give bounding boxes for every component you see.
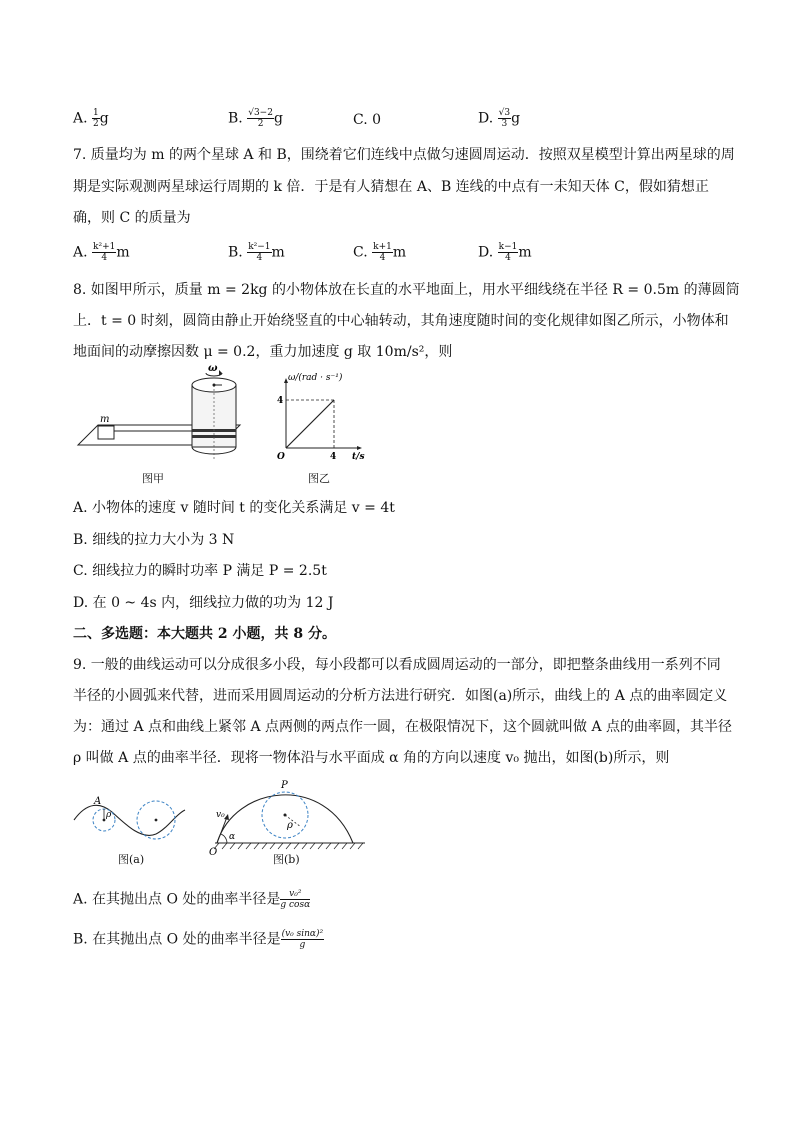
center-dot-2 [155, 819, 158, 822]
q9-line-3: 为：通过 A 点和曲线上紧邻 A 点两侧的两点作一圆，在极限情况下，这个圆就叫做 A 点的曲率圆，其半径 [73, 719, 733, 735]
y-tick-label: 4 [277, 396, 284, 406]
q6-option-b [228, 108, 283, 129]
section-2-title: 二、多选题：本大题共 2 小题，共 8 分。 [73, 626, 336, 642]
curve [74, 805, 185, 835]
x-tick-label: 4 [330, 452, 337, 462]
unit: m [271, 244, 285, 261]
q6-option-d [478, 108, 520, 129]
q8-option-d: D. 在 0 ~ 4s 内，细线拉力做的功为 12 J [73, 595, 334, 611]
figure-a [72, 790, 187, 850]
option-label: B. [228, 244, 243, 261]
velocity-arrow [217, 817, 227, 843]
denominator: g [299, 940, 306, 950]
fraction [92, 108, 100, 129]
q7-option-d [478, 242, 532, 263]
denominator: g cosα [280, 900, 311, 910]
fraction [498, 242, 519, 263]
omega-label: ω [208, 365, 218, 374]
denominator: 2 [257, 119, 264, 129]
q8-line-2: 上．t = 0 时刻，圆筒由静止开始绕竖直的中心轴转动，其角速度随时间的变化规律如图乙所示，小物体和 [73, 313, 729, 329]
q7-option-a [73, 242, 130, 263]
fraction [247, 108, 274, 129]
q7-line-1: 7. 质量均为 m 的两个星球 A 和 B，围绕着它们连线中点做匀速圆周运动．按照双星模型计算出两星球的周 [73, 147, 735, 163]
q8-line-1: 8. 如图甲所示，质量 m = 2kg 的小物体放在长直的水平地面上，用水平细线绕在半径 R = 0.5m 的薄圆筒 [73, 282, 740, 298]
q9-line-2: 半径的小圆弧来代替，进而采用圆周运动的分析方法进行研究．如图(a)所示，曲线上的 A 点的曲率圆定义 [73, 688, 728, 704]
unit: m [518, 244, 532, 261]
velocity-arrowhead [224, 814, 229, 820]
cylinder [192, 378, 236, 461]
numerator: (v₀ sinα)² [281, 929, 324, 939]
q9-line-1: 9. 一般的曲线运动可以分成很多小段，每小段都可以看成圆周运动的一部分，即把整条曲线用一系列不同 [73, 657, 721, 673]
label-P: P [281, 780, 288, 791]
figure-b [205, 775, 375, 855]
denominator: 4 [505, 253, 511, 263]
label-rho: ρ [106, 810, 112, 820]
fraction [498, 108, 511, 129]
label-A: A [94, 796, 102, 807]
option-text: B. 在其抛出点 O 处的曲率半径是 [73, 931, 281, 948]
figure-jia [70, 365, 260, 465]
unit: g [273, 110, 283, 127]
q7-option-b [228, 242, 285, 263]
trajectory [217, 795, 353, 843]
angle-arc [221, 834, 227, 843]
option-text: A. 在其抛出点 O 处的曲率半径是 [73, 891, 281, 908]
q8-option-a: A. 小物体的速度 v 随时间 t 的变化关系满足 v = 4t [73, 500, 395, 516]
numerator: k+1 [373, 242, 392, 252]
numerator: √3−2 [248, 108, 273, 118]
q9-option-b [73, 929, 324, 950]
q8-option-b: B. 细线的拉力大小为 3 N [73, 532, 235, 548]
x-axis-label: t/s [352, 452, 365, 462]
q6-option-a [73, 108, 109, 129]
option-label: D. [478, 110, 494, 127]
mass-label: m [100, 414, 110, 425]
q9-line-4: ρ 叫做 A 点的曲率半径．现将一物体沿与水平面成 α 角的方向以速度 v₀ 抛出，如图(b)所示，则 [73, 750, 670, 766]
label-O: O [209, 847, 218, 855]
x-axis-arrow [357, 446, 362, 450]
origin-label: O [277, 452, 285, 462]
numerator: k²+1 [93, 242, 116, 252]
option-label: A. [73, 110, 88, 127]
fraction [281, 929, 325, 950]
denominator: 3 [501, 119, 508, 129]
denominator: 4 [101, 253, 108, 263]
fraction [92, 242, 116, 263]
fraction [280, 889, 310, 910]
q7-option-c [353, 242, 406, 263]
denominator: 2 [93, 119, 99, 129]
numerator: k²−1 [248, 242, 271, 252]
option-label: B. [228, 110, 243, 127]
unit: g [511, 110, 521, 127]
unit: g [99, 110, 109, 127]
numerator: v₀² [280, 889, 310, 900]
option-label: C. 0 [353, 112, 382, 128]
option-label: D. [478, 244, 494, 261]
omega-line [286, 400, 334, 448]
q9-option-a [73, 889, 310, 910]
q8-line-3: 地面间的动摩擦因数 μ = 0.2，重力加速度 g 取 10m/s²，则 [73, 344, 453, 360]
ground-hatching [214, 843, 363, 849]
denominator: 4 [379, 253, 386, 263]
numerator: 1 [93, 108, 99, 118]
option-label: A. [73, 244, 88, 261]
q8-option-c: C. 细线拉力的瞬时功率 P 满足 P = 2.5t [73, 563, 327, 579]
figure-yi-caption: 图乙 [308, 472, 330, 485]
center-dot-1 [103, 819, 106, 822]
q7-line-3: 确，则 C 的质量为 [73, 210, 191, 226]
figure-yi-graph [274, 370, 374, 465]
q7-line-2: 期是实际观测两星球运行周期的 k 倍．于是有人猜想在 A、B 连线的中点有一未知天体 C，假如猜想正 [73, 179, 709, 195]
numerator: √3 [498, 108, 511, 118]
unit: m [116, 244, 130, 261]
figure-b-caption: 图(b) [273, 853, 300, 866]
denominator: 4 [256, 253, 263, 263]
figure-jia-caption: 图甲 [142, 472, 164, 485]
fraction [372, 242, 393, 263]
numerator: k−1 [498, 242, 518, 252]
y-axis-label: ω/(rad · s⁻¹) [288, 373, 343, 383]
figure-a-caption: 图(a) [118, 853, 145, 866]
option-label: C. [353, 244, 368, 261]
label-v0: v₀ [216, 810, 225, 820]
label-alpha: α [229, 832, 236, 842]
q6-option-c [353, 110, 381, 130]
block [98, 426, 114, 439]
label-rho: ρ [287, 820, 293, 831]
fraction [247, 242, 271, 263]
unit: m [392, 244, 407, 261]
